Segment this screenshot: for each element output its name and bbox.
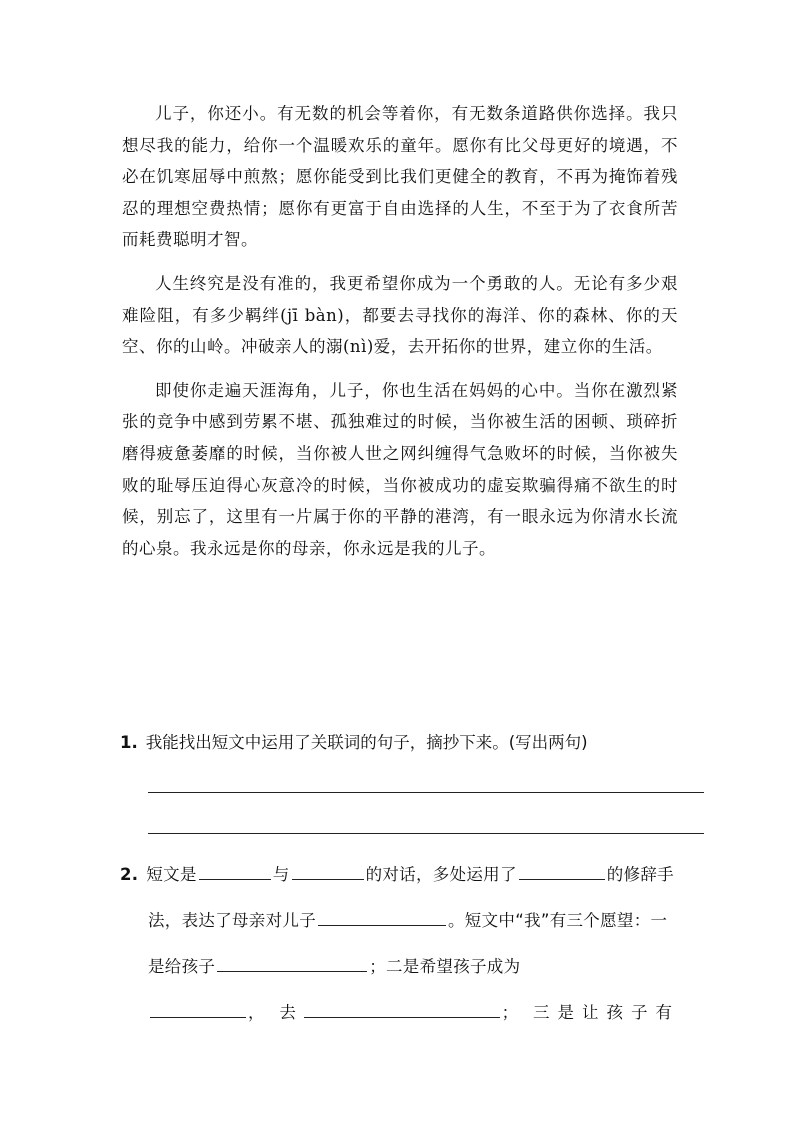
question-2-text: 短文是 [146, 865, 197, 884]
answer-line-1[interactable] [148, 792, 704, 793]
question-2-text: ； [501, 1003, 519, 1022]
question-2-text: 去 [279, 1003, 297, 1022]
question-2-body [120, 852, 680, 990]
passage-paragraph-2: 人生终究是没有准的，我更希望你成为一个勇敢的人。无论有多少艰难险阻，有多少羁绊(jī bàn)，都要去寻找你的海洋、你的森林、你的天空、你的山岭。冲破亲人的溺(nì)爱，去开拓你的世界，建立你的生活。 [122, 273, 678, 357]
blank-wish-2a[interactable] [150, 999, 246, 1018]
question-2-text: ；二是希望孩子成为 [369, 957, 521, 976]
question-1-text: 我能找出短文中运用了关联词的句子，摘抄下来。(写出两句) [145, 733, 588, 752]
reading-passage [122, 98, 678, 576]
blank-speaker-1[interactable] [199, 861, 271, 880]
blank-feeling[interactable] [318, 907, 446, 926]
question-2-number: 2. [120, 865, 139, 884]
passage-paragraph-1: 儿子，你还小。有无数的机会等着你，有无数条道路供你选择。我只想尽我的能力，给你一个温暖欢乐的童年。愿你有比父母更好的境遇，不必在饥寒屈辱中煎熬；愿你能受到比我们更健全的教育，不再为掩饰着残忍的理想空费热情；愿你有更富于自由选择的人生，不至于为了衣食所苦而耗费聪明才智。 [122, 104, 678, 250]
blank-wish-1[interactable] [217, 953, 367, 972]
question-1 [120, 730, 680, 756]
question-1-number: 1. [120, 733, 138, 752]
question-2-text: 三是让孩子有 [532, 1003, 680, 1022]
question-2-last-line [120, 990, 680, 1036]
blank-rhetoric[interactable] [519, 861, 605, 880]
blank-speaker-2[interactable] [292, 861, 364, 880]
question-2-text: 与 [272, 865, 290, 884]
blank-wish-2b[interactable] [304, 999, 500, 1018]
question-2 [120, 852, 680, 1036]
passage-paragraph-3: 即使你走遍天涯海角，儿子，你也生活在妈妈的心中。当你在激烈紧张的竞争中感到劳累不堪、孤独难过的时候，当你被生活的困顿、琐碎折磨得疲惫萎靡的时候，当你被人世之网纠缠得气急败坏的时候，当你被失败的耻辱压迫得心灰意冷的时候，当你被成功的虚妄欺骗得痛不欲生的时候，别忘了，这里有一片属于你的平静的港湾，有一眼永远为你清水长流的心泉。我永远是你的母亲，你永远是我的儿子。 [122, 380, 678, 558]
question-2-text: 。短文中“我”有三个愿望：一是给孩子 [148, 911, 668, 976]
question-2-text: 的修辞手法，表达了母亲对儿子 [148, 865, 674, 930]
question-2-text: ， [248, 1003, 265, 1022]
answer-line-2[interactable] [148, 833, 704, 834]
question-2-text: 的对话，多处运用了 [365, 865, 517, 884]
